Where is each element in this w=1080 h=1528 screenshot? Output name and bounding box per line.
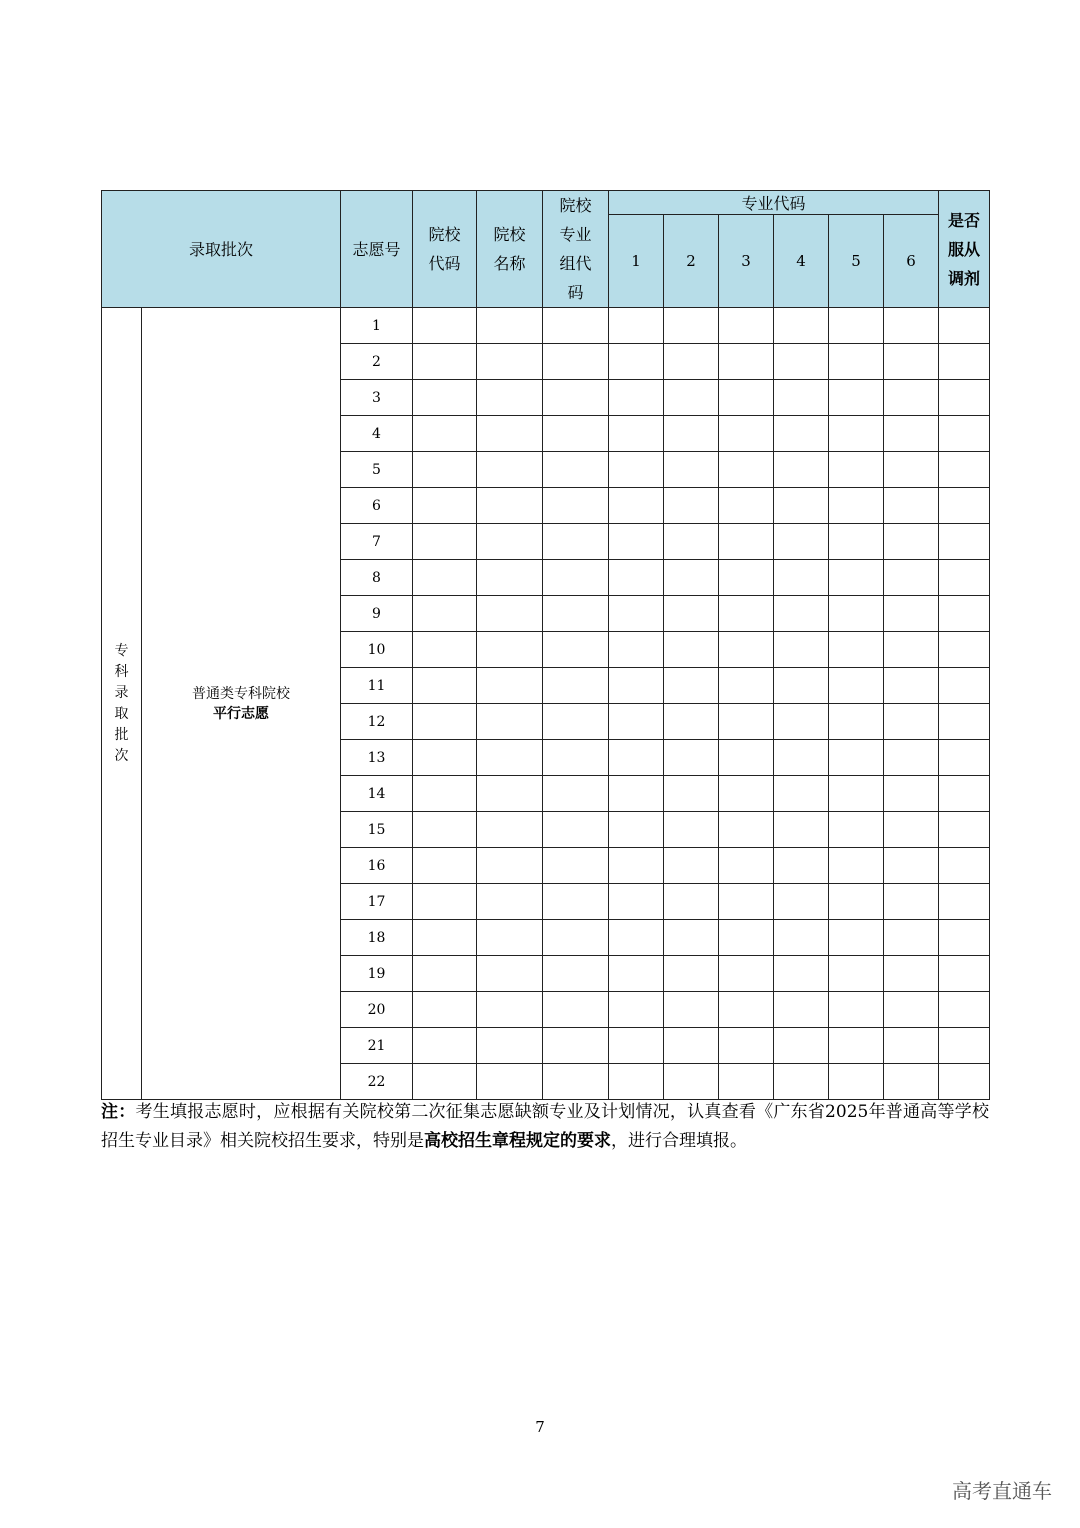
entry-cell[interactable]	[543, 524, 609, 560]
entry-cell[interactable]	[543, 992, 609, 1028]
choice-number: 5	[341, 452, 413, 488]
entry-cell[interactable]	[884, 380, 939, 416]
entry-cell[interactable]	[477, 992, 543, 1028]
entry-cell[interactable]	[413, 452, 477, 488]
entry-cell[interactable]	[543, 452, 609, 488]
note-text-a: 考生填报志愿时，应根据有关院校第二次征集志愿缺额专业及计划情况，认真查看《广东省2025年普通高等学校招生专业目录》相关院校招生要求，特别是	[101, 1102, 990, 1151]
choice-number: 13	[341, 740, 413, 776]
entry-cell[interactable]	[939, 524, 990, 560]
entry-cell[interactable]	[829, 956, 884, 992]
entry-cell[interactable]	[829, 812, 884, 848]
entry-cell[interactable]	[664, 776, 719, 812]
entry-cell[interactable]	[413, 704, 477, 740]
entry-cell[interactable]	[664, 416, 719, 452]
entry-cell[interactable]	[719, 524, 774, 560]
entry-cell[interactable]	[413, 632, 477, 668]
entry-cell[interactable]	[609, 776, 664, 812]
entry-cell[interactable]	[774, 776, 829, 812]
entry-cell[interactable]	[413, 956, 477, 992]
entry-cell[interactable]	[939, 992, 990, 1028]
entry-cell[interactable]	[719, 776, 774, 812]
entry-cell[interactable]	[543, 740, 609, 776]
entry-cell[interactable]	[609, 740, 664, 776]
header-choice-no: 志愿号	[341, 191, 413, 308]
entry-cell[interactable]	[774, 344, 829, 380]
entry-cell[interactable]	[884, 560, 939, 596]
entry-cell[interactable]	[829, 704, 884, 740]
entry-cell[interactable]	[609, 992, 664, 1028]
entry-cell[interactable]	[664, 848, 719, 884]
entry-cell[interactable]	[884, 740, 939, 776]
entry-cell[interactable]	[664, 308, 719, 344]
entry-cell[interactable]	[664, 884, 719, 920]
entry-cell[interactable]	[939, 488, 990, 524]
choice-number: 20	[341, 992, 413, 1028]
choice-number: 10	[341, 632, 413, 668]
entry-cell[interactable]	[774, 416, 829, 452]
note-text-bold: 高校招生章程规定的要求	[424, 1131, 611, 1151]
entry-cell[interactable]	[609, 308, 664, 344]
choice-number: 15	[341, 812, 413, 848]
header-major-col: 4	[774, 215, 829, 308]
entry-cell[interactable]	[477, 488, 543, 524]
entry-cell[interactable]	[719, 416, 774, 452]
entry-cell[interactable]	[719, 992, 774, 1028]
entry-cell[interactable]	[664, 560, 719, 596]
entry-cell[interactable]	[774, 668, 829, 704]
entry-cell[interactable]	[939, 632, 990, 668]
entry-cell[interactable]	[884, 884, 939, 920]
page-number: 7	[535, 1418, 545, 1436]
entry-cell[interactable]	[609, 524, 664, 560]
entry-cell[interactable]	[829, 380, 884, 416]
entry-cell[interactable]	[884, 992, 939, 1028]
entry-cell[interactable]	[829, 1028, 884, 1064]
entry-cell[interactable]	[774, 920, 829, 956]
entry-cell[interactable]	[609, 416, 664, 452]
entry-cell[interactable]	[939, 704, 990, 740]
entry-cell[interactable]	[829, 884, 884, 920]
entry-cell[interactable]	[884, 704, 939, 740]
entry-cell[interactable]	[609, 596, 664, 632]
entry-cell[interactable]	[609, 344, 664, 380]
entry-cell[interactable]	[609, 848, 664, 884]
header-adjust: 是否 服从 调剂	[939, 191, 990, 308]
entry-cell[interactable]	[543, 1064, 609, 1100]
entry-cell[interactable]	[774, 884, 829, 920]
entry-cell[interactable]	[413, 524, 477, 560]
entry-cell[interactable]	[884, 452, 939, 488]
entry-cell[interactable]	[719, 1064, 774, 1100]
entry-cell[interactable]	[543, 848, 609, 884]
choice-number: 18	[341, 920, 413, 956]
entry-cell[interactable]	[719, 812, 774, 848]
entry-cell[interactable]	[829, 920, 884, 956]
volunteer-form-table	[101, 190, 990, 1100]
entry-cell[interactable]	[719, 884, 774, 920]
entry-cell[interactable]	[664, 920, 719, 956]
entry-cell[interactable]	[774, 524, 829, 560]
entry-cell[interactable]	[884, 416, 939, 452]
entry-cell[interactable]	[884, 344, 939, 380]
entry-cell[interactable]	[829, 740, 884, 776]
entry-cell[interactable]	[664, 1064, 719, 1100]
school-type: 普通类专科院校	[192, 685, 290, 702]
entry-cell[interactable]	[477, 920, 543, 956]
entry-cell[interactable]	[477, 740, 543, 776]
entry-cell[interactable]	[543, 560, 609, 596]
entry-cell[interactable]	[477, 344, 543, 380]
entry-cell[interactable]	[884, 488, 939, 524]
entry-cell[interactable]	[413, 668, 477, 704]
entry-cell[interactable]	[884, 308, 939, 344]
entry-cell[interactable]	[477, 308, 543, 344]
entry-cell[interactable]	[609, 488, 664, 524]
entry-cell[interactable]	[413, 560, 477, 596]
header-major-col: 1	[609, 215, 664, 308]
entry-cell[interactable]	[939, 740, 990, 776]
entry-cell[interactable]	[413, 416, 477, 452]
entry-cell[interactable]	[609, 704, 664, 740]
entry-cell[interactable]	[477, 884, 543, 920]
entry-cell[interactable]	[939, 956, 990, 992]
watermark: 高考直通车	[952, 1479, 1052, 1503]
choice-number: 11	[341, 668, 413, 704]
entry-cell[interactable]	[543, 308, 609, 344]
entry-cell[interactable]	[664, 452, 719, 488]
entry-cell[interactable]	[719, 596, 774, 632]
entry-cell[interactable]	[609, 380, 664, 416]
entry-cell[interactable]	[829, 416, 884, 452]
entry-cell[interactable]	[719, 632, 774, 668]
entry-cell[interactable]	[829, 596, 884, 632]
entry-cell[interactable]	[609, 1028, 664, 1064]
entry-cell[interactable]	[774, 956, 829, 992]
entry-cell[interactable]	[884, 812, 939, 848]
note-prefix: 注：	[101, 1102, 136, 1122]
entry-cell[interactable]	[609, 884, 664, 920]
entry-cell[interactable]	[829, 308, 884, 344]
entry-cell[interactable]	[664, 704, 719, 740]
entry-cell[interactable]	[413, 344, 477, 380]
choice-number: 19	[341, 956, 413, 992]
form-body	[102, 308, 990, 1100]
entry-cell[interactable]	[543, 344, 609, 380]
entry-cell[interactable]	[939, 812, 990, 848]
entry-cell[interactable]	[829, 524, 884, 560]
entry-cell[interactable]	[543, 776, 609, 812]
header-school-name: 院校 名称	[477, 191, 543, 308]
batch-label: 专科录取批次	[114, 642, 129, 764]
entry-cell[interactable]	[413, 1064, 477, 1100]
entry-cell[interactable]	[884, 1064, 939, 1100]
choice-number: 14	[341, 776, 413, 812]
choice-number: 16	[341, 848, 413, 884]
note-paragraph	[101, 1098, 989, 1156]
entry-cell[interactable]	[884, 632, 939, 668]
entry-cell[interactable]	[939, 344, 990, 380]
entry-cell[interactable]	[609, 920, 664, 956]
entry-cell[interactable]	[664, 1028, 719, 1064]
entry-cell[interactable]	[477, 560, 543, 596]
entry-cell[interactable]	[477, 1064, 543, 1100]
entry-cell[interactable]	[774, 992, 829, 1028]
entry-cell[interactable]	[939, 920, 990, 956]
entry-cell[interactable]	[477, 1028, 543, 1064]
choice-number: 6	[341, 488, 413, 524]
entry-cell[interactable]	[939, 380, 990, 416]
entry-cell[interactable]	[609, 632, 664, 668]
entry-cell[interactable]	[543, 488, 609, 524]
choice-number: 17	[341, 884, 413, 920]
entry-cell[interactable]	[829, 452, 884, 488]
entry-cell[interactable]	[829, 560, 884, 596]
entry-cell[interactable]	[609, 668, 664, 704]
entry-cell[interactable]	[413, 992, 477, 1028]
entry-cell[interactable]	[477, 812, 543, 848]
entry-cell[interactable]	[719, 344, 774, 380]
header-major-col: 6	[884, 215, 939, 308]
choice-number: 9	[341, 596, 413, 632]
entry-cell[interactable]	[829, 848, 884, 884]
entry-cell[interactable]	[543, 812, 609, 848]
entry-cell[interactable]	[939, 308, 990, 344]
entry-cell[interactable]	[719, 488, 774, 524]
entry-cell[interactable]	[609, 956, 664, 992]
batch-label-cell	[102, 308, 142, 1100]
entry-cell[interactable]	[774, 1064, 829, 1100]
choice-number: 7	[341, 524, 413, 560]
entry-cell[interactable]	[477, 632, 543, 668]
entry-cell[interactable]	[829, 668, 884, 704]
entry-cell[interactable]	[719, 920, 774, 956]
choice-number: 2	[341, 344, 413, 380]
entry-cell[interactable]	[774, 848, 829, 884]
entry-cell[interactable]	[829, 992, 884, 1028]
entry-cell[interactable]	[939, 668, 990, 704]
entry-cell[interactable]	[543, 1028, 609, 1064]
choice-number: 8	[341, 560, 413, 596]
entry-cell[interactable]	[413, 380, 477, 416]
entry-cell[interactable]	[413, 920, 477, 956]
entry-cell[interactable]	[413, 1028, 477, 1064]
entry-cell[interactable]	[477, 416, 543, 452]
entry-cell[interactable]	[664, 344, 719, 380]
entry-cell[interactable]	[477, 452, 543, 488]
choice-number: 22	[341, 1064, 413, 1100]
entry-cell[interactable]	[939, 776, 990, 812]
entry-cell[interactable]	[939, 1064, 990, 1100]
entry-cell[interactable]	[719, 668, 774, 704]
entry-cell[interactable]	[664, 488, 719, 524]
entry-cell[interactable]	[829, 632, 884, 668]
entry-cell[interactable]	[664, 596, 719, 632]
header-batch: 录取批次	[102, 191, 341, 308]
entry-cell[interactable]	[719, 1028, 774, 1064]
entry-cell[interactable]	[774, 812, 829, 848]
entry-cell[interactable]	[543, 884, 609, 920]
entry-cell[interactable]	[774, 560, 829, 596]
header-major-col: 2	[664, 215, 719, 308]
entry-cell[interactable]	[413, 884, 477, 920]
entry-cell[interactable]	[413, 740, 477, 776]
entry-cell[interactable]	[664, 632, 719, 668]
entry-cell[interactable]	[719, 956, 774, 992]
entry-cell[interactable]	[477, 704, 543, 740]
entry-cell[interactable]	[477, 956, 543, 992]
entry-cell[interactable]	[829, 488, 884, 524]
entry-cell[interactable]	[774, 452, 829, 488]
entry-cell[interactable]	[719, 308, 774, 344]
entry-cell[interactable]	[774, 632, 829, 668]
entry-cell[interactable]	[939, 596, 990, 632]
entry-cell[interactable]	[774, 1028, 829, 1064]
entry-cell[interactable]	[543, 380, 609, 416]
entry-cell[interactable]	[774, 488, 829, 524]
entry-cell[interactable]	[939, 1028, 990, 1064]
entry-cell[interactable]	[774, 308, 829, 344]
entry-cell[interactable]	[884, 596, 939, 632]
entry-cell[interactable]	[719, 452, 774, 488]
choice-number: 3	[341, 380, 413, 416]
entry-cell[interactable]	[664, 740, 719, 776]
entry-cell[interactable]	[413, 488, 477, 524]
entry-cell[interactable]	[609, 452, 664, 488]
entry-cell[interactable]	[719, 704, 774, 740]
entry-cell[interactable]	[609, 1064, 664, 1100]
entry-cell[interactable]	[939, 416, 990, 452]
entry-cell[interactable]	[543, 596, 609, 632]
entry-cell[interactable]	[939, 452, 990, 488]
entry-cell[interactable]	[719, 560, 774, 596]
entry-cell[interactable]	[719, 848, 774, 884]
entry-cell[interactable]	[774, 704, 829, 740]
entry-cell[interactable]	[477, 524, 543, 560]
entry-cell[interactable]	[477, 668, 543, 704]
entry-cell[interactable]	[477, 848, 543, 884]
entry-cell[interactable]	[543, 956, 609, 992]
volunteer-type: 平行志愿	[213, 705, 269, 722]
entry-cell[interactable]	[664, 812, 719, 848]
entry-cell[interactable]	[884, 920, 939, 956]
entry-cell[interactable]	[939, 560, 990, 596]
entry-cell[interactable]	[829, 776, 884, 812]
entry-cell[interactable]	[774, 740, 829, 776]
entry-cell[interactable]	[829, 1064, 884, 1100]
entry-cell[interactable]	[719, 740, 774, 776]
entry-cell[interactable]	[543, 920, 609, 956]
entry-cell[interactable]	[413, 848, 477, 884]
entry-cell[interactable]	[884, 776, 939, 812]
header-group-code: 院校 专业 组代 码	[543, 191, 609, 308]
entry-cell[interactable]	[543, 632, 609, 668]
entry-cell[interactable]	[664, 524, 719, 560]
entry-cell[interactable]	[543, 416, 609, 452]
entry-cell[interactable]	[774, 380, 829, 416]
entry-cell[interactable]	[884, 668, 939, 704]
entry-cell[interactable]	[939, 848, 990, 884]
entry-cell[interactable]	[884, 848, 939, 884]
entry-cell[interactable]	[884, 1028, 939, 1064]
header-school-code: 院校 代码	[413, 191, 477, 308]
entry-cell[interactable]	[664, 668, 719, 704]
entry-cell[interactable]	[413, 596, 477, 632]
entry-cell[interactable]	[774, 596, 829, 632]
entry-cell[interactable]	[939, 884, 990, 920]
entry-cell[interactable]	[413, 812, 477, 848]
entry-cell[interactable]	[609, 812, 664, 848]
entry-cell[interactable]	[664, 992, 719, 1028]
entry-cell[interactable]	[477, 380, 543, 416]
entry-cell[interactable]	[413, 776, 477, 812]
entry-cell[interactable]	[609, 560, 664, 596]
entry-cell[interactable]	[413, 308, 477, 344]
header-major-col: 3	[719, 215, 774, 308]
entry-cell[interactable]	[543, 704, 609, 740]
entry-cell[interactable]	[719, 380, 774, 416]
entry-cell[interactable]	[477, 776, 543, 812]
choice-number: 1	[341, 308, 413, 344]
entry-cell[interactable]	[664, 956, 719, 992]
entry-cell[interactable]	[477, 596, 543, 632]
note-text-b: ，进行合理填报。	[611, 1131, 747, 1151]
header-major-code: 专业代码	[609, 191, 939, 215]
table-row	[102, 308, 990, 344]
school-type-cell	[142, 308, 341, 1100]
entry-cell[interactable]	[829, 344, 884, 380]
choice-number: 21	[341, 1028, 413, 1064]
entry-cell[interactable]	[664, 380, 719, 416]
entry-cell[interactable]	[884, 956, 939, 992]
entry-cell[interactable]	[884, 524, 939, 560]
choice-number: 4	[341, 416, 413, 452]
header-major-col: 5	[829, 215, 884, 308]
entry-cell[interactable]	[543, 668, 609, 704]
choice-number: 12	[341, 704, 413, 740]
